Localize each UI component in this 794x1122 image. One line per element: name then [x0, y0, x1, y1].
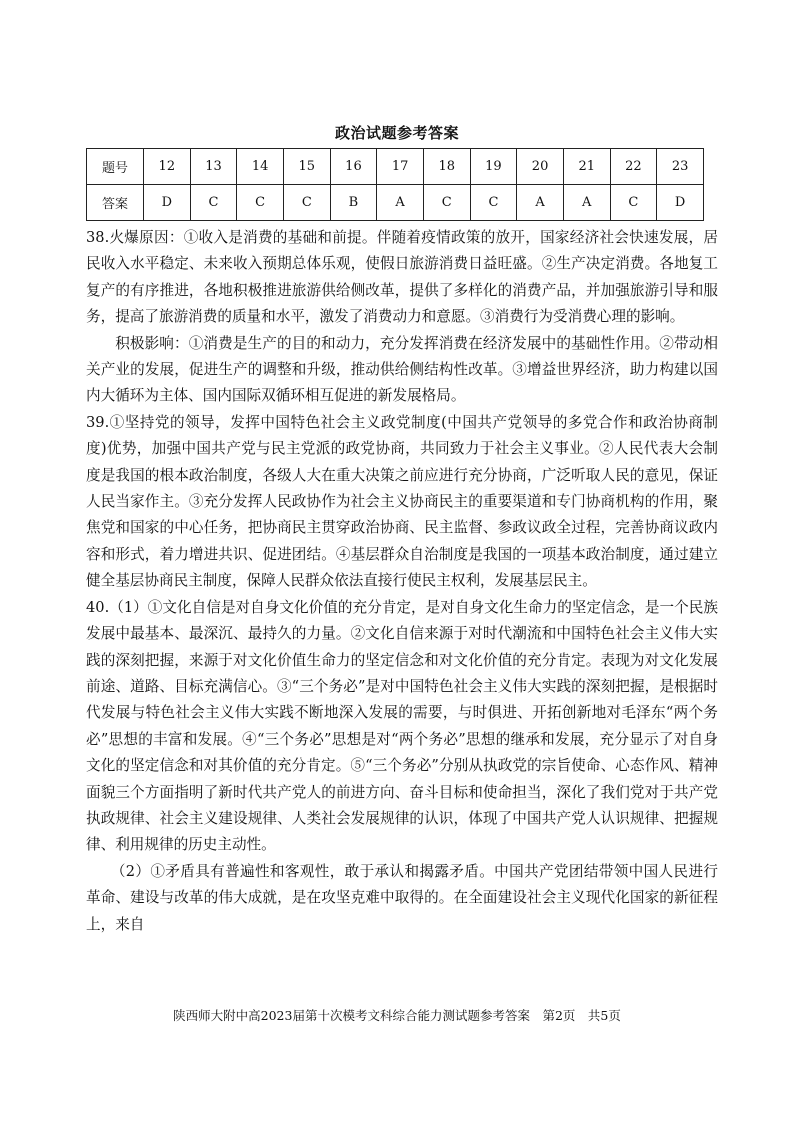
answer-cell: C — [237, 185, 284, 221]
answer-39: 39.①坚持党的领导，发挥中国特色社会主义政党制度(中国共产党领导的多党合作和政治协商制度)优势，加强中国共产党与民主党派的政党协商，共同致力于社会主义事业。②人民代表大会制度是我国的根本政治制度，各级人大在重大决策之前应进行充分协商，广泛听取人民的意见，保证人民当家作主。③充分发挥人民政协作为社会主义协商民主的重要渠道和专门协商机构的作用，聚焦党和国家的中心任务，把协商民主贯穿政治协商、民主监督、参政议政全过程，完善协商议政内容和形式，着力增进共识、促进团结。④基层群众自治制度是我国的一项基本政治制度，通过建立健全基层协商民主制度，保障人民群众依法直接行使民主权利，发展基层民主。 — [86, 413, 718, 590]
question-number: 18 — [423, 149, 470, 185]
answer-table — [86, 148, 704, 221]
answer-38-reasons: 38.火爆原因：①收入是消费的基础和前提。伴随着疫情政策的放开，国家经济社会快速发展，居民收入水平稳定、未来收入预期总体乐观，使假日旅游消费日益旺盛。②生产决定消费。各地复工复产的有序推进，各地积极推进旅游供给侧改革，提供了多样化的消费产品，并加强旅游引导和服务，提高了旅游消费的质量和水平，激发了消费动力和意愿。③消费行为受消费心理的影响。 — [86, 229, 718, 326]
answer-cell: C — [190, 185, 237, 221]
answer-cell: C — [610, 185, 657, 221]
answer-row — [87, 185, 704, 221]
row-label-answer: 答案 — [87, 185, 144, 221]
answer-cell: A — [377, 185, 424, 221]
question-number: 19 — [470, 149, 517, 185]
question-number: 20 — [517, 149, 564, 185]
question-number: 23 — [657, 149, 704, 185]
question-number: 15 — [283, 149, 330, 185]
page-footer: 陕西师大附中高2023届第十次模考文科综合能力测试题参考答案 第2页 共5页 — [173, 1008, 621, 1023]
answer-cell: C — [283, 185, 330, 221]
question-number-row — [87, 149, 704, 185]
question-number: 22 — [610, 149, 657, 185]
answer-cell: A — [517, 185, 564, 221]
answer-cell: C — [470, 185, 517, 221]
answer-40-part2: （2）①矛盾具有普遍性和客观性，敢于承认和揭露矛盾。中国共产党团结带领中国人民进行革命、建设与改革的伟大成就，是在攻坚克难中取得的。在全面建设社会主义现代化国家的新征程上，来自 — [86, 862, 718, 933]
answer-cell: B — [330, 185, 377, 221]
page-title: 政治试题参考答案 — [334, 124, 459, 142]
answer-cell: C — [423, 185, 470, 221]
answer-cell: D — [144, 185, 191, 221]
question-number: 12 — [144, 149, 191, 185]
answer-38-impacts: 积极影响：①消费是生产的目的和动力，充分发挥消费在经济发展中的基础性作用。②带动相关产业的发展，促进生产的调整和升级，推动供给侧结构性改革。③增益世界经济，助力构建以国内大循环为主体、国内国际双循环相互促进的新发展格局。 — [86, 334, 718, 405]
question-number: 13 — [190, 149, 237, 185]
question-number: 14 — [237, 149, 284, 185]
question-number: 17 — [377, 149, 424, 185]
answer-cell: A — [563, 185, 610, 221]
answer-body — [86, 225, 718, 938]
answer-cell: D — [657, 185, 704, 221]
question-number: 21 — [563, 149, 610, 185]
answer-40-part1: 40.（1）①文化自信是对自身文化价值的充分肯定，是对自身文化生命力的坚定信念，是一个民族发展中最基本、最深沉、最持久的力量。②文化自信来源于对时代潮流和中国特色社会主义伟大实践的深刻把握，来源于对文化价值生命力的坚定信念和对文化价值的充分肯定。表现为对文化发展前途、道路、目标充满信心。③“三个务必”是对中国特色社会主义伟大实践的深刻把握，是根据时代发展与特色社会主义伟大实践不断地深入发展的需要，与时俱进、开拓创新地对毛泽东“两个务必”思想的丰富和发展。④“三个务必”思想是对“两个务必”思想的继承和发展，充分显示了对自身文化的坚定信念和对其价值的充分肯定。⑤“三个务必”分别从执政党的宗旨使命、心态作风、精神面貌三个方面指明了新时代共产党人的前进方向、奋斗目标和使命担当，深化了我们党对于共产党执政规律、社会主义建设规律、人类社会发展规律的认识，体现了中国共产党人认识规律、把握规律、利用规律的历史主动性。 — [86, 598, 718, 854]
question-number: 16 — [330, 149, 377, 185]
row-label-number: 题号 — [87, 149, 144, 185]
